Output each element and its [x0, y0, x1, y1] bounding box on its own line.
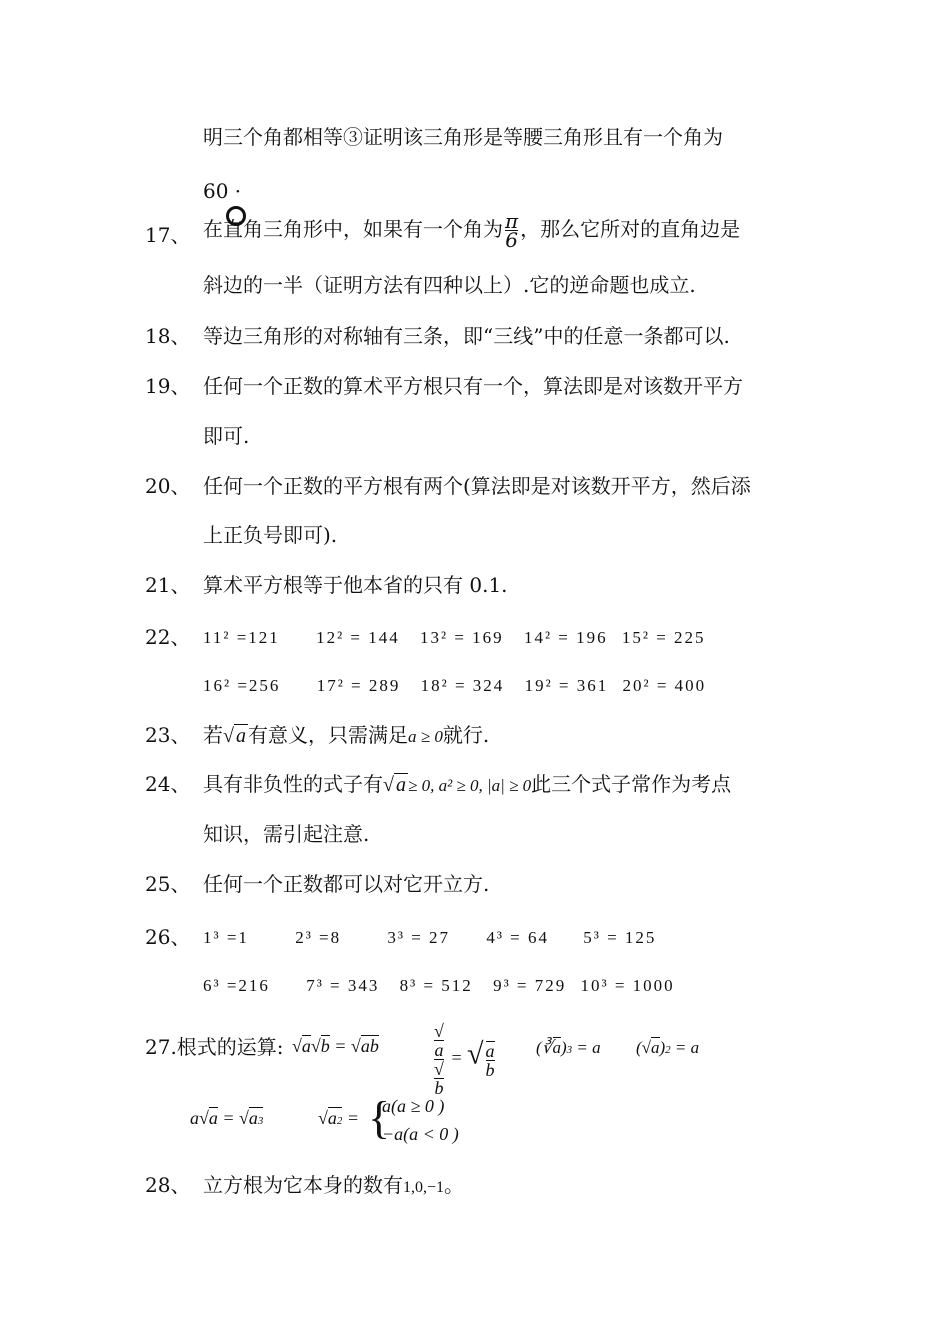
radical-rule-quotient: √ a √ b = √ $\frac{a}{b}$ [434, 1021, 495, 1098]
square-value: 15² = 225 [621, 628, 706, 647]
cube-value: 5³ = 125 [583, 928, 657, 947]
item-18-text: 等边三角形的对称轴有三条，即“三线”中的任意一条都可以. [203, 324, 730, 348]
squares-row-2 [203, 676, 706, 696]
cube-value: 3³ = 27 [387, 928, 451, 947]
item-number: 18、 [145, 324, 191, 348]
numerator: π [505, 209, 519, 233]
item-23-text [203, 722, 489, 750]
item-27-label: 27.根式的运算: [145, 1035, 284, 1059]
text: 若 [203, 723, 223, 747]
square-value: 14² = 196 [523, 628, 608, 647]
item-number: 22、 [145, 625, 191, 649]
square-value: 18² = 324 [420, 676, 505, 695]
item-20-line-2: 上正负号即可). [203, 523, 338, 547]
radical-rule-cube: (∛a)3 = a [536, 1038, 601, 1057]
cube-value: 2³ =8 [295, 928, 342, 947]
piecewise-case-2: −a(a < 0 ) [382, 1124, 459, 1144]
values: 1,0,−1 [403, 1179, 445, 1196]
item-25-text: 任何一个正数都可以对它开立方. [203, 872, 490, 896]
item-24-line-1 [203, 771, 731, 799]
nonnegative-expressions: ≥ 0, a² ≥ 0, |a| ≥ 0 [407, 776, 532, 795]
sqrt-expression: √ a [223, 725, 246, 747]
radical-rule-power: a√a = √a3 [190, 1108, 264, 1128]
text: 在直角三角形中，如果有一个角为 [203, 217, 503, 241]
square-value: 19² = 361 [524, 676, 609, 695]
item-number: 26、 [145, 925, 191, 949]
cube-value: 6³ =216 [203, 976, 270, 995]
text: 。 [444, 1173, 465, 1197]
item-17-line-1 [203, 209, 741, 252]
item-number: 25、 [145, 872, 191, 896]
item-number: 21、 [145, 573, 191, 597]
cubes-row-2 [203, 976, 675, 996]
text: 有意义，只需满足 [247, 723, 408, 747]
text: 立方根为它本身的数有 [203, 1173, 403, 1197]
radical-rule-product: √a√b = √ab [292, 1036, 379, 1056]
item-19-line-1: 任何一个正数的算术平方根只有一个，算法即是对该数开平方 [203, 374, 743, 398]
text: 具有非负性的式子有 [203, 772, 383, 796]
item-24-line-2: 知识，需引起注意. [203, 822, 370, 846]
square-value: 16² =256 [203, 676, 281, 695]
item-28-text [203, 1172, 464, 1201]
fraction [505, 209, 519, 252]
item-21-text: 算术平方根等于他本省的只有 0.1. [203, 573, 508, 597]
cube-value: 4³ = 64 [486, 928, 549, 947]
text: 此三个式子常作为考点 [531, 772, 732, 796]
square-value: 12² = 144 [316, 628, 400, 647]
continuation-line-2: 60 · [203, 179, 242, 203]
item-number: 24、 [145, 772, 191, 796]
item-number: 28、 [145, 1173, 191, 1197]
item-number: 20、 [145, 474, 191, 498]
item-17-line-2: 斜边的一半（证明方法有四种以上）.它的逆命题也成立. [203, 273, 696, 297]
item-number: 19、 [145, 374, 191, 398]
radicand: a [235, 725, 246, 747]
piecewise-case-1: a(a ≥ 0 ) [382, 1096, 445, 1116]
square-value: 20² = 400 [622, 676, 707, 695]
angle-value: 60 [203, 179, 229, 203]
cube-value: 8³ = 512 [399, 976, 473, 995]
radical-rule-abs: √a2 = [318, 1108, 360, 1128]
square-value: 13² = 169 [420, 628, 504, 647]
item-19-line-2: 即可. [203, 424, 250, 448]
item-20-line-1: 任何一个正数的平方根有两个(算法即是对该数开平方，然后添 [203, 474, 751, 498]
continuation-line: 明三个角都相等③证明该三角形是等腰三角形且有一个角为 [203, 125, 723, 149]
cube-value: 7³ = 343 [306, 976, 380, 995]
item-number: 17、 [145, 223, 191, 247]
square-value: 11² =121 [203, 628, 280, 647]
text: 就行. [442, 723, 490, 747]
cube-value: 10³ = 1000 [580, 976, 675, 995]
squares-row-1 [203, 628, 706, 648]
radical-rule-square: (√a)2 = a [636, 1038, 700, 1057]
denominator: 6 [505, 228, 518, 252]
cube-value: 1³ =1 [203, 928, 249, 947]
cubes-row-1 [203, 928, 656, 948]
cube-value: 9³ = 729 [493, 976, 567, 995]
text: ，那么它所对的直角边是 [520, 217, 741, 241]
condition: a ≥ 0 [407, 727, 443, 746]
sqrt-expression: √ a [383, 774, 406, 796]
square-value: 17² = 289 [316, 676, 401, 695]
item-number: 23、 [145, 723, 191, 747]
